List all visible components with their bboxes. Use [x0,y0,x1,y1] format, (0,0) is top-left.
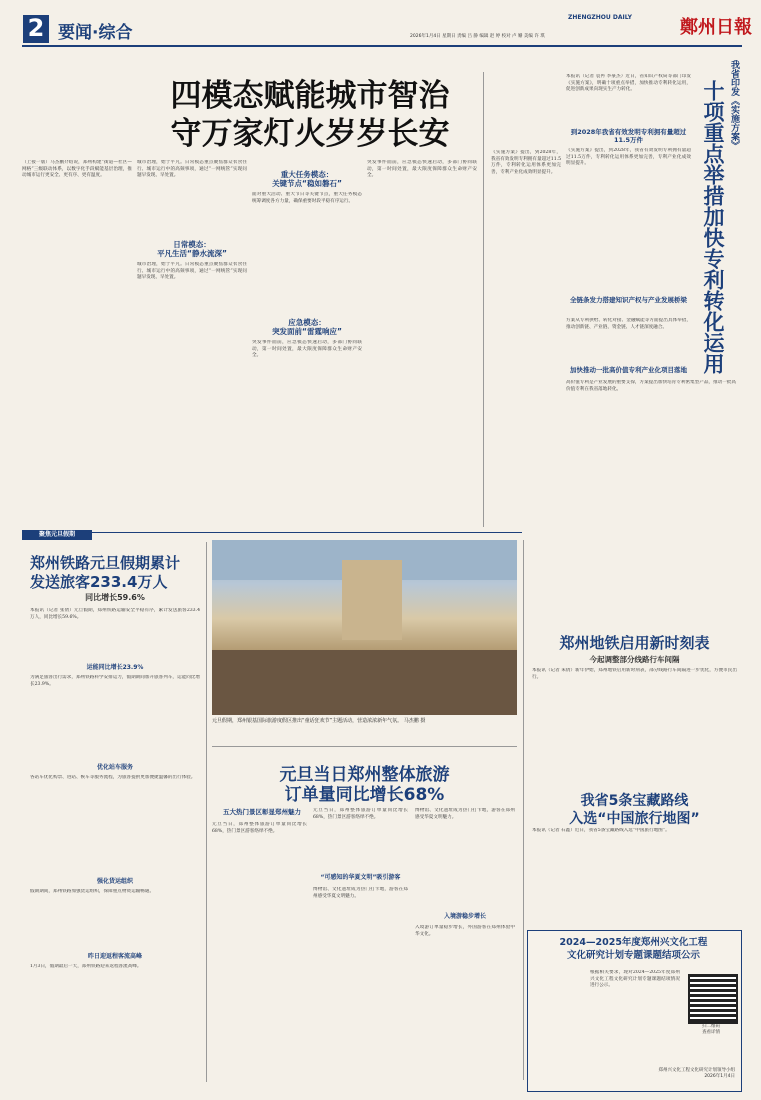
photo-caption: 元旦假期，郑州银基国际旅游度假区推出“童话狂欢节”主题活动，营造浓浓新年气氛。 马杰鹏 摄 [212,718,426,724]
tourism-rule [212,746,517,747]
section-title: 要闻·综合 [58,23,133,43]
feature-title-vertical: 十项重点举措加快专利转化运用 [701,80,725,374]
lead-title-line1: 四模态赋能城市智治 [170,78,450,114]
railway-subhead-3: 强化货运组织 [96,878,133,885]
railway-body: 本报讯（记者 张倩）元旦假期，郑州铁路运输安全平稳有序，累计发送旅客233.4万人，同比增长59.6%。 [30,608,200,620]
feature-subhead-2: 全链条发力搭建知识产权与产业发展桥梁 [570,296,687,304]
notice-signature: 郑州兴文化工程文化研究计划领导小组 2026年1月4日 [658,1068,735,1079]
tourism-body-1: 元旦当日，郑州整体旅游订单量同比增长68%，热门景区游客络绎不绝。 [212,822,307,834]
feature-col-b: 《实施方案》提出，到2028年，我省有效发明专利拥有量超过11.5万件，专利转化运用体系更加完善，专利产业化成效明显提升。 [566,148,691,167]
news-photo [212,540,517,715]
photo-crowd [212,650,517,715]
tourism-subhead-1: 五大热门景区彰显郑州魅力 [223,808,301,816]
lead-subhead-major: 重大任务模态： 关键节点“稳如磐石” [272,170,342,188]
notice-title-line1: 2024—2025年度郑州兴文化工程 [559,937,708,948]
railway-title-line2: 发送旅客233.4万人 [30,573,168,591]
lead-column-4: 突发事件面前，应急模态快速启动，多部门协同联动，第一时间处置，最大限度保障群众生命财产安全。 [252,340,362,359]
qr-label: 扫二维码 查看详情 [702,1024,720,1035]
tourism-body-2: 博物馆、文化遗址成为热门打卡地，游客在郑州感受华夏文明魅力。 [313,887,408,899]
lead-subhead-daily: 日常模态： 平凡生活“静水流深” [157,240,227,258]
feature-subhead-1: 到2028年我省有效发明专利拥有量超过11.5万件 [570,128,687,144]
feature-intro: 本报讯（记者 袁冉 李豪杰）近日，省知识产权局等部门印发《实施方案》，明确十项重点举措，加快推动专利转化运用，促进创新成果向现实生产力转化。 [566,74,691,93]
railway-body-5: 1月3日，假期最后一天，郑州铁路迎来返程客流高峰。 [30,964,142,969]
railway-subhead-4: 昨日迎返程客流高峰 [87,953,142,960]
routes-title-line2: 入选“中国旅行地图” [569,811,700,827]
paper-logo: 鄭州日報 [680,17,752,38]
railway-body-3: 各站车优化购票、进站、候车等服务流程，为旅客提供更加便捷温馨的出行体验。 [30,775,196,780]
lead-column-2a: 城市治理，始于平凡。日常模态重点聚焦群众衣食住行、城市运行中的高频事项，通过“一网统管”实现问题早发现、早处置。 [137,160,247,179]
railway-divider [206,542,207,1082]
lead-column-5: 突发事件面前，应急模态快速启动，多部门协同联动，第一时间处置，最大限度保障群众生命财产安全。 [367,160,477,179]
tourism-subhead-2: “可感知的华夏文明”吸引游客 [320,874,401,881]
railway-subhead-1: 运能同比增长23.9% [86,664,144,671]
rail-label: 聚焦元旦假期 [22,530,92,540]
tourism-subhead-3: 入境游稳步增长 [443,913,486,920]
railway-title-line1: 郑州铁路元旦假期累计 [30,554,181,572]
lead-column-1: （上接一版）马杰鹏介绍说，郑州构建“街道—社区—网格”三级联动体系，以数字化手段赋能基层治理，推动城市运行更安全、更有序、更有温度。 [22,160,132,179]
lead-subhead-emergency: 应急模态： 突发面前“雷霆响应” [272,318,342,336]
metro-body: 本报讯（记者 朱倩）新年伊始，郑州地铁启用新时刻表，部分线路行车间隔进一步优化，方便市民出行。 [532,668,737,680]
feature-col-c: 方案从专利供给、转化对接、金融赋能等方面提出具体举措，推动创新链、产业链、资金链、人才链深度融合。 [566,318,691,330]
dateline: 2026年1月4日 星期日 责编 吕 静 编辑 赵 婷 校对 卢 姗 美编 许 琪 [410,34,545,39]
lead-title-line2: 守万家灯火岁岁长安 [170,116,450,152]
feature-kicker-vertical: 我省印发《实施方案》 [729,60,739,150]
metro-divider [523,540,524,1080]
notice-title-line2: 文化研究计划专题课题结项公示 [566,950,700,961]
feature-col-a: 《实施方案》提出，到2028年，我省有效发明专利拥有量超过11.5万件，专利转化运用体系更加完善，专利产业化成效明显提升。 [491,150,561,175]
tourism-body-1b: 元旦当日，郑州整体旅游订单量同比增长68%，热门景区游客络绎不绝。 [313,808,408,820]
metro-title: 郑州地铁启用新时刻表 [559,634,710,652]
lead-divider [483,72,484,527]
qr-code[interactable] [688,974,738,1024]
photo-building [342,560,402,640]
page-number: 2 [27,14,45,42]
feature-subhead-3: 加快推动一批高价值专利产业化项目落地 [570,366,687,374]
tourism-body-2b: 博物馆、文化遗址成为热门打卡地，游客在郑州感受华夏文明魅力。 [415,808,515,820]
routes-body: 本报讯（记者 石鑫）近日，我省5条宝藏路线入选“中国旅行地图”。 [532,828,670,833]
metro-subtitle: 今起调整部分线路行车间隔 [589,655,680,664]
lead-column-2b: 城市治理，始于平凡。日常模态重点聚焦群众衣食住行、城市运行中的高频事项，通过“一网统管”实现问题早发现、早处置。 [137,262,247,281]
railway-body-4: 假期期间，郑州铁路加强货运组织，保障重点物资运输畅通。 [30,889,155,894]
railway-body-2: 为满足旅客出行需求，郑州铁路科学安排运力，假期期间加开旅客列车，运能同比增长23.9%。 [30,675,200,687]
lead-column-3: 面对重大活动、重大节日等关键节点，重大任务模态统筹调度各方力量，确保重要时段平稳有序运行。 [252,192,362,204]
notice-body: 根据相关要求，现对2024—2025年度郑州兴文化工程文化研究计划专题课题结项情况进行公示。 [590,970,680,989]
paper-name-en: ZHENGZHOU DAILY [568,14,632,21]
railway-subtitle: 同比增长59.6% [85,593,145,602]
masthead-rule [22,45,742,47]
lower-section-rule [22,532,522,533]
railway-subhead-2: 优化站车服务 [96,764,133,771]
feature-col-d: 高价值专利是产业发展的重要支撑，方案提出加快培育专利密集型产品，推动一批高价值专利在我省落地转化。 [566,380,736,392]
tourism-title-line2: 订单量同比增长68% [284,785,445,805]
tourism-title-line1: 元旦当日郑州整体旅游 [279,765,450,785]
tourism-body-3: 入境游订单量稳步增长，外国游客在郑州体验中华文化。 [415,925,515,937]
routes-title-line1: 我省5条宝藏路线 [580,793,689,809]
